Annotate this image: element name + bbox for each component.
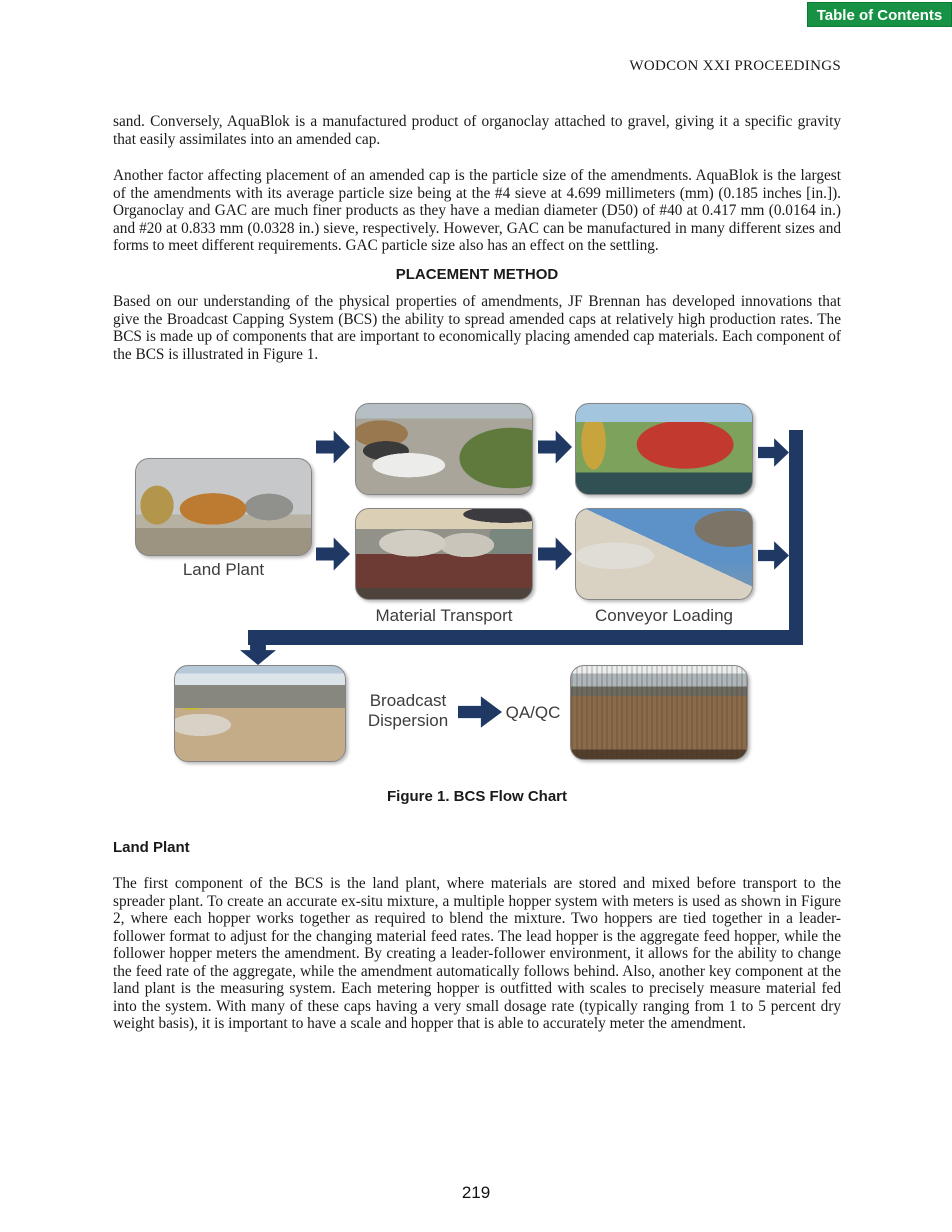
label-land-plant: Land Plant: [182, 560, 265, 579]
connector-horizontal-bar: [248, 630, 803, 645]
arrow-barge-to-conveyor-icon: [538, 536, 572, 572]
label-material-transport: Material Transport: [375, 606, 513, 625]
broadcast-dispersion-photo: [174, 665, 346, 762]
section-heading-placement-method: PLACEMENT METHOD: [395, 266, 559, 283]
arrow-dispersion-to-qaqc-icon: [458, 695, 502, 729]
staging-site-photo: [355, 403, 533, 495]
sediment-core-photo: [570, 665, 748, 760]
label-qaqc: QA/QC: [505, 703, 561, 722]
figure-caption: Figure 1. BCS Flow Chart: [386, 788, 567, 805]
arrow-land-to-staging-icon: [316, 429, 350, 465]
arrow-conveyor-to-connector-icon: [758, 540, 789, 571]
label-broadcast-dispersion: Broadcast Dispersion: [367, 691, 449, 730]
paragraph-4: The first component of the BCS is the land plant, where materials are stored and mixed before transport to the spreader plant. To create an accurate ex-situ mixture, a multiple hopper system with meters is used as shown in Figure 2, where each hopper works together as required to blend the mixture. Two hoppers are tied together in a leader-follower format to adjust for the changing material feed rates. The lead hopper is the aggregate feed hopper, while the follower hopper meters the amendment. By creating a leader-follower environment, it allows for the ability to change the feed rate of the aggregate, while the amendment automatically follows behind. Also, another key component at the land plant is the measuring system. Each metering hopper is outfitted with scales to precisely measure material fed into the system. With many of these caps having a very small dosage rate (typically ranging from 1 to 5 percent dry weight basis), it is important to have a scale and hopper that is able to accurately meter the amendment.: [113, 875, 841, 1032]
running-header: WODCON XXI PROCEEDINGS: [629, 58, 841, 74]
aggregate-barge-photo: [355, 508, 533, 600]
unloading-plant-photo: [575, 403, 753, 495]
page-number: 219: [461, 1183, 491, 1202]
label-conveyor-loading: Conveyor Loading: [595, 606, 733, 625]
land-plant-loader-photo: [135, 458, 312, 556]
conveyor-loading-photo: [575, 508, 753, 600]
paragraph-1: sand. Conversely, AquaBlok is a manufactured product of organoclay attached to gravel, giving it a specific gravity that easily assimilates into an amended cap.: [113, 113, 841, 148]
paragraph-2: Another factor affecting placement of an amended cap is the particle size of the amendments. AquaBlok is the largest of the amendments with its average particle size being at the #4 sieve at 4.699 millimeters (mm) (0.185 inches [in.]). Organoclay and GAC are much finer products as they have a median diameter (D50) of #40 at 0.417 mm (0.0164 in.) and #20 at 0.833 mm (0.0328 in.) sieve, respectively. However, GAC can be manufactured in many different sizes and forms to meet different requirements. GAC particle size also has an effect on the settling.: [113, 167, 841, 254]
arrow-staging-to-unload-icon: [538, 429, 572, 465]
connector-vertical-bar: [789, 430, 803, 645]
arrow-land-to-barge-icon: [316, 536, 350, 572]
figure-1-bcs-flow-chart: [0, 395, 952, 773]
paragraph-3: Based on our understanding of the physical properties of amendments, JF Brennan has developed innovations that give the Broadcast Capping System (BCS) the ability to spread amended caps at relatively high production rates. The BCS is made up of components that are important to economically placing amended cap materials. Each component of the BCS is illustrated in Figure 1.: [113, 293, 841, 363]
arrow-unload-to-connector-icon: [758, 437, 789, 468]
section-heading-land-plant: Land Plant: [113, 839, 190, 856]
table-of-contents-button[interactable]: Table of Contents: [807, 2, 952, 27]
